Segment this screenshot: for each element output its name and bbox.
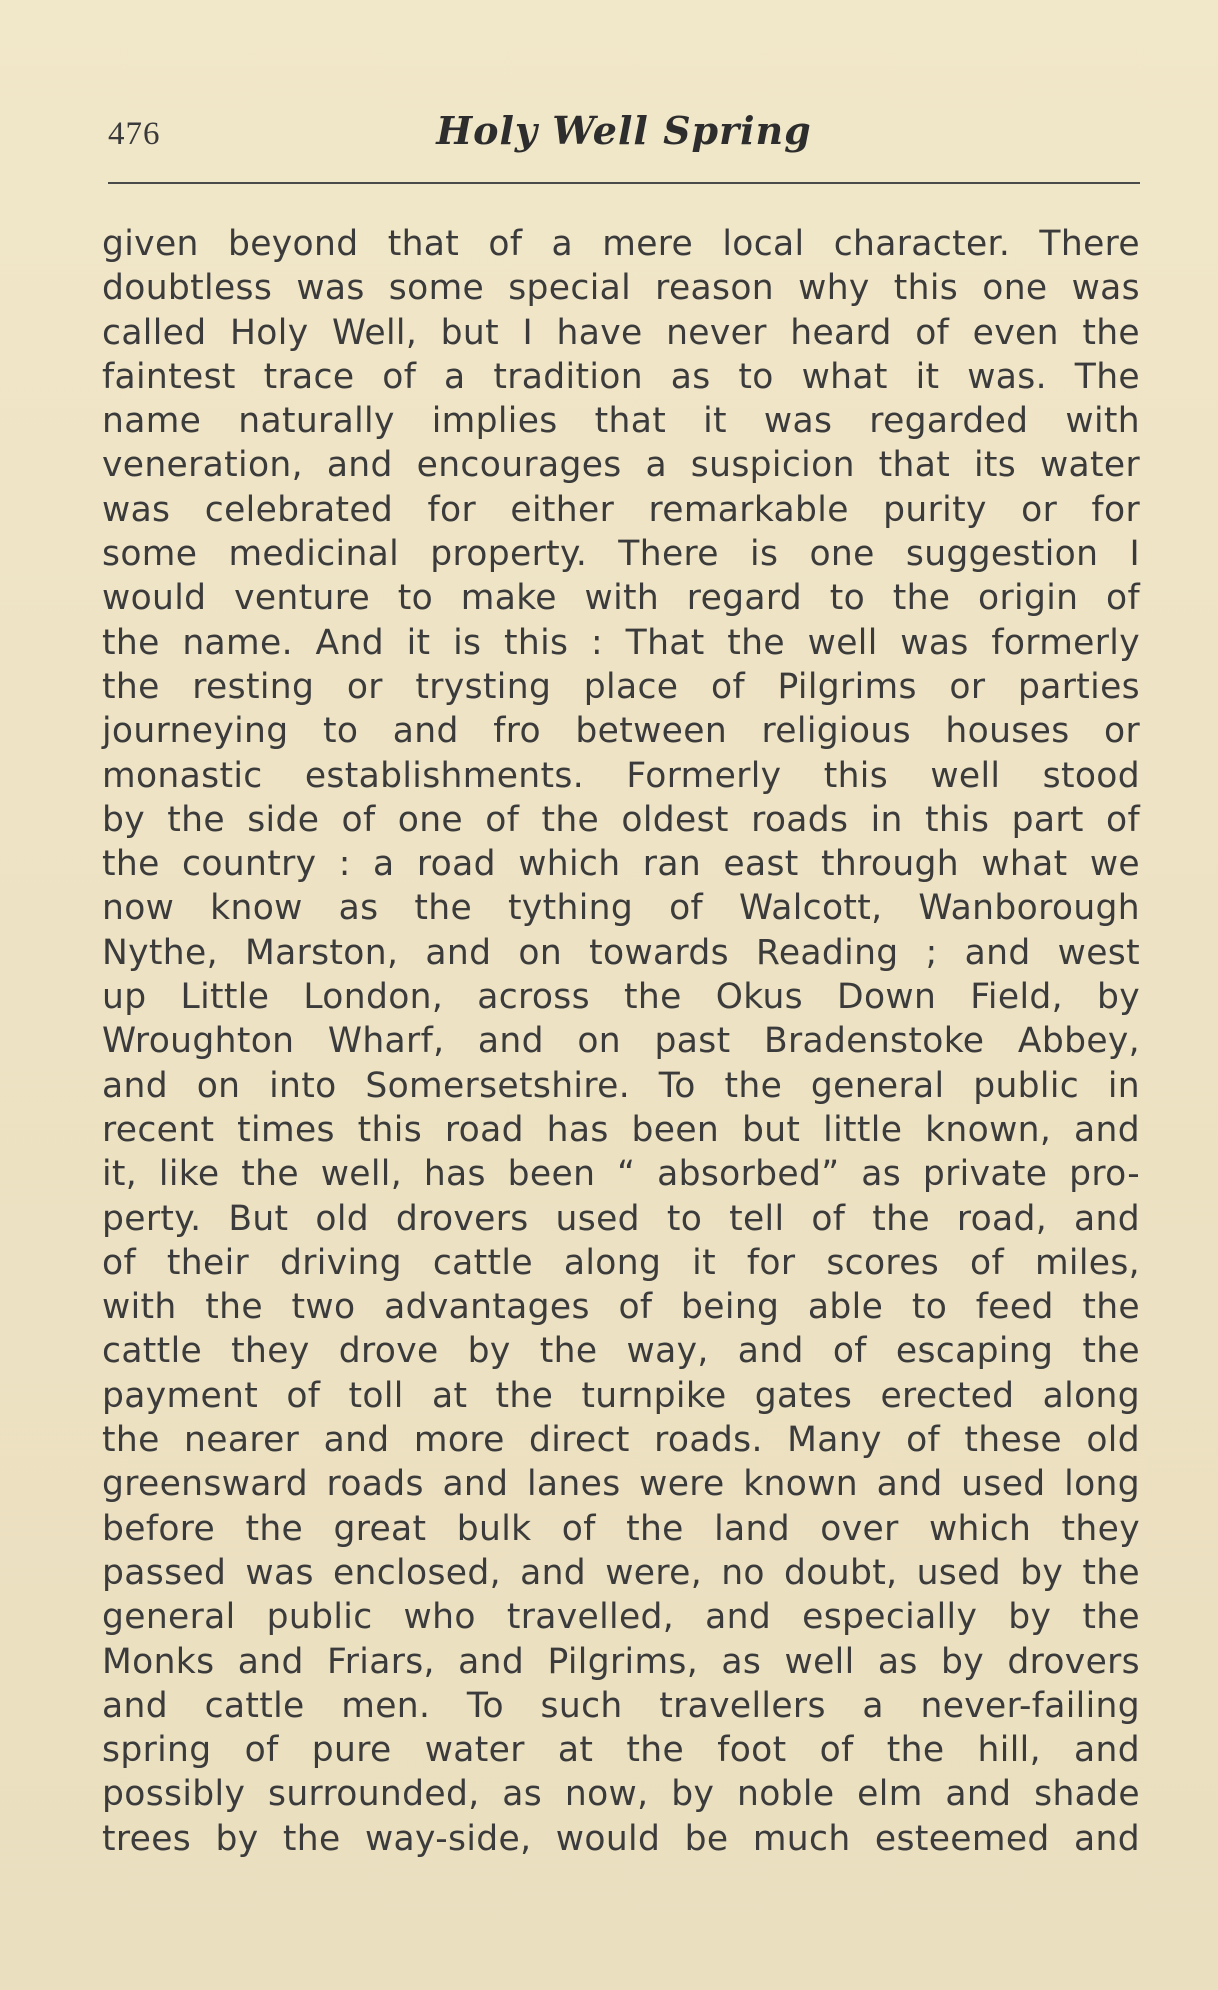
text-line: general public who travelled, and especially by the xyxy=(102,1597,1140,1638)
text-line: spring of pure water at the foot of the hill, and xyxy=(102,1730,1140,1771)
page-number: 476 xyxy=(108,116,161,152)
text-line: veneration, and encourages a suspicion that its water xyxy=(102,445,1140,486)
text-line: faintest trace of a tradition as to what it was. The xyxy=(102,356,1140,397)
text-line: the country : a road which ran east through what we xyxy=(102,844,1140,885)
text-line: recent times this road has been but little known, and xyxy=(102,1109,1140,1150)
text-line: and cattle men. To such travellers a never-failing xyxy=(102,1685,1140,1726)
body-text xyxy=(102,222,1140,1861)
text-line: the nearer and more direct roads. Many of these old xyxy=(102,1420,1140,1461)
running-title: Holy Well Spring xyxy=(436,108,812,153)
text-line: given beyond that of a mere local character. There xyxy=(102,224,1140,264)
text-line: would venture to make with regard to the origin of xyxy=(102,578,1140,619)
text-line: trees by the way-side, would be much esteemed and xyxy=(102,1818,1140,1859)
text-line: name naturally implies that it was regarded with xyxy=(102,401,1140,442)
text-line: the name. And it is this : That the well was formerly xyxy=(102,622,1140,663)
text-line: payment of toll at the turnpike gates erected along xyxy=(102,1375,1140,1416)
text-line: some medicinal property. There is one suggestion I xyxy=(102,534,1140,575)
text-line: now know as the tything of Walcott, Wanborough xyxy=(102,888,1140,929)
text-line: cattle they drove by the way, and of escaping the xyxy=(102,1331,1140,1372)
text-line: Nythe, Marston, and on towards Reading ; and west xyxy=(102,932,1140,973)
text-line: and on into Somersetshire. To the general public in xyxy=(102,1065,1140,1106)
text-line: by the side of one of the oldest roads in this part of xyxy=(102,799,1140,840)
text-line: doubtless was some special reason why this one was xyxy=(102,268,1140,309)
text-line: up Little London, across the Okus Down Field, by xyxy=(102,977,1140,1018)
header-rule xyxy=(108,182,1140,184)
text-line: monastic establishments. Formerly this well stood xyxy=(102,755,1140,796)
text-line: greensward roads and lanes were known and used long xyxy=(102,1464,1140,1505)
text-line: passed was enclosed, and were, no doubt, used by the xyxy=(102,1552,1140,1593)
page-header xyxy=(108,108,1140,168)
text-line: Wroughton Wharf, and on past Bradenstoke Abbey, xyxy=(102,1021,1140,1062)
text-line: possibly surrounded, as now, by noble elm and shade xyxy=(102,1774,1140,1815)
text-line: was celebrated for either remarkable purity or for xyxy=(102,489,1140,530)
text-line: before the great bulk of the land over which they xyxy=(102,1508,1140,1549)
text-line: with the two advantages of being able to feed the xyxy=(102,1287,1140,1328)
text-line: the resting or trysting place of Pilgrims or parties xyxy=(102,666,1140,707)
text-line: journeying to and fro between religious houses or xyxy=(102,711,1140,752)
text-line: called Holy Well, but I have never heard of even the xyxy=(102,312,1140,353)
text-line: it, like the well, has been “ absorbed” as private pro- xyxy=(102,1154,1140,1195)
text-line: perty. But old drovers used to tell of the road, and xyxy=(102,1198,1140,1239)
text-line: of their driving cattle along it for scores of miles, xyxy=(102,1242,1140,1283)
text-line: Monks and Friars, and Pilgrims, as well as by drovers xyxy=(102,1641,1140,1682)
